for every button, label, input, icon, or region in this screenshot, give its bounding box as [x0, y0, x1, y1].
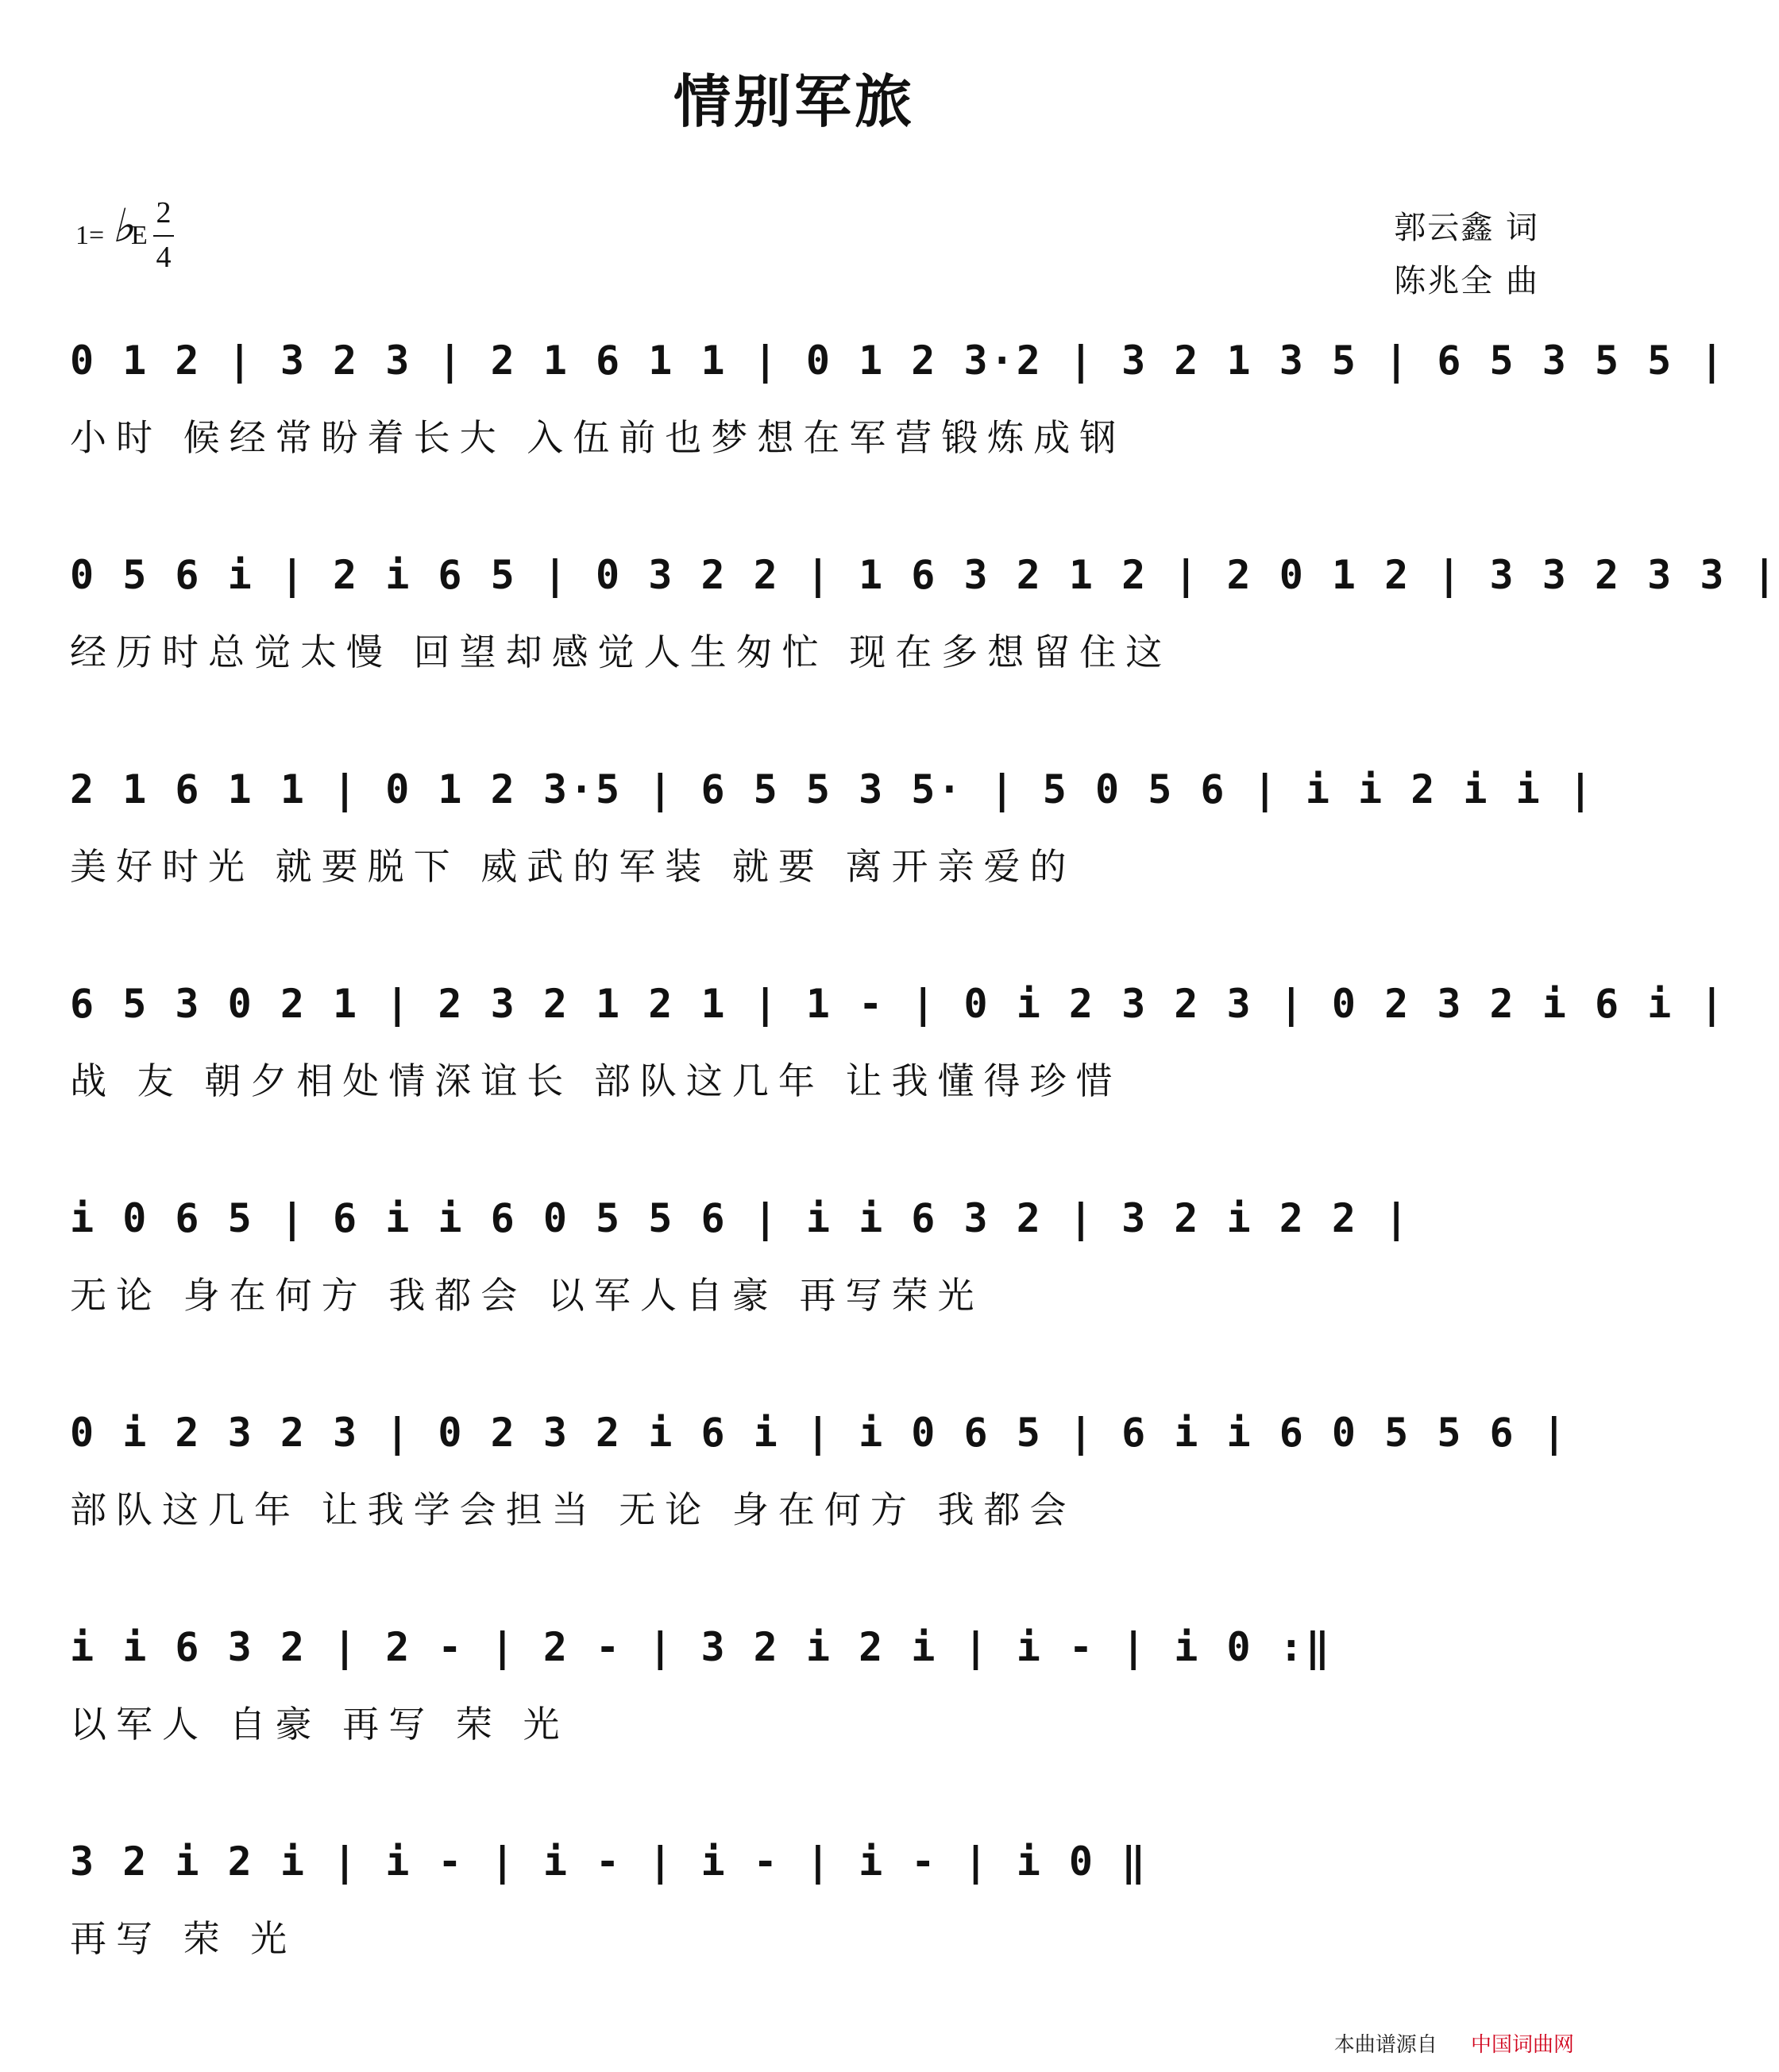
- time-signature-denominator: 4: [156, 241, 172, 274]
- key-signature: [75, 196, 250, 286]
- lyricist-credit: 郭云鑫 词: [1394, 210, 1539, 246]
- score-line-8: [70, 1839, 1539, 1997]
- score-line-7: [70, 1624, 1539, 1783]
- composer-credit: 陈兆全 曲: [1394, 263, 1539, 299]
- song-title: 情别军旅: [673, 68, 915, 135]
- notation-line: i i 6 3 2 | 2 - | 2 - | 3 2 i 2 i | i - | i 0 :‖: [70, 1624, 1332, 1670]
- lyrics-line: 再写 荣 光: [70, 1917, 297, 1960]
- lyrics-line: 战 友 朝夕相处情深谊长 部队这几年 让我懂得珍惜: [70, 1059, 1122, 1102]
- key-letter: E: [131, 221, 148, 250]
- time-signature-numerator: 2: [156, 196, 172, 230]
- lyrics-line: 部队这几年 让我学会担当 无论 身在何方 我都会: [70, 1488, 1076, 1531]
- lyrics-line: 经历时总觉太慢 回望却感觉人生匆忙 现在多想留住这: [70, 631, 1172, 673]
- site-link[interactable]: 中国词曲网: [1470, 2033, 1574, 2057]
- source-footer: [1334, 2028, 1574, 2058]
- lyrics-line: 无论 身在何方 我都会 以军人自豪 再写荣光: [70, 1274, 984, 1317]
- flat-symbol: ♭: [112, 200, 134, 252]
- lyrics-line: 美好时光 就要脱下 威武的军装 就要 离开亲爱的: [70, 845, 1076, 888]
- source-label: 本曲谱源自: [1333, 2033, 1437, 2057]
- score-line-3: [70, 766, 1595, 925]
- score-line-2: [70, 552, 1779, 711]
- key-prefix: 1=: [75, 221, 105, 250]
- notation-line: 2 1 6 1 1 | 0 1 2 3·5 | 6 5 5 3 5· | 5 0 5 6 | i i 2 i i |: [70, 766, 1595, 812]
- lyrics-line: 小时 候经常盼着长大 入伍前也梦想在军营锻炼成钢: [70, 416, 1126, 459]
- notation-line: 6 5 3 0 2 1 | 2 3 2 1 2 1 | 1 - | 0 i 2 3 2 3 | 0 2 3 2 i 6 i |: [70, 981, 1727, 1027]
- score-line-6: [70, 1410, 1569, 1568]
- notation-line: 3 2 i 2 i | i - | i - | i - | i - | i 0 ‖: [70, 1839, 1148, 1885]
- score-line-1: [70, 338, 1727, 496]
- score-line-4: [70, 981, 1727, 1140]
- notation-line: i 0 6 5 | 6 i i 6 0 5 5 6 | i i 6 3 2 | 3 2 i 2 2 |: [70, 1195, 1411, 1241]
- lyrics-line: 以军人 自豪 再写 荣 光: [70, 1703, 569, 1746]
- time-signature-divider: [153, 235, 174, 237]
- score-line-5: [70, 1195, 1539, 1354]
- notation-line: 0 5 6 i | 2 i 6 5 | 0 3 2 2 | 1 6 3 2 1 2 | 2 0 1 2 | 3 3 2 3 3 |: [70, 552, 1779, 598]
- notation-line: 0 i 2 3 2 3 | 0 2 3 2 i 6 i | i 0 6 5 | 6 i i 6 0 5 5 6 |: [70, 1410, 1569, 1456]
- notation-line: 0 1 2 | 3 2 3 | 2 1 6 1 1 | 0 1 2 3·2 | 3 2 1 3 5 | 6 5 3 5 5 |: [70, 338, 1727, 384]
